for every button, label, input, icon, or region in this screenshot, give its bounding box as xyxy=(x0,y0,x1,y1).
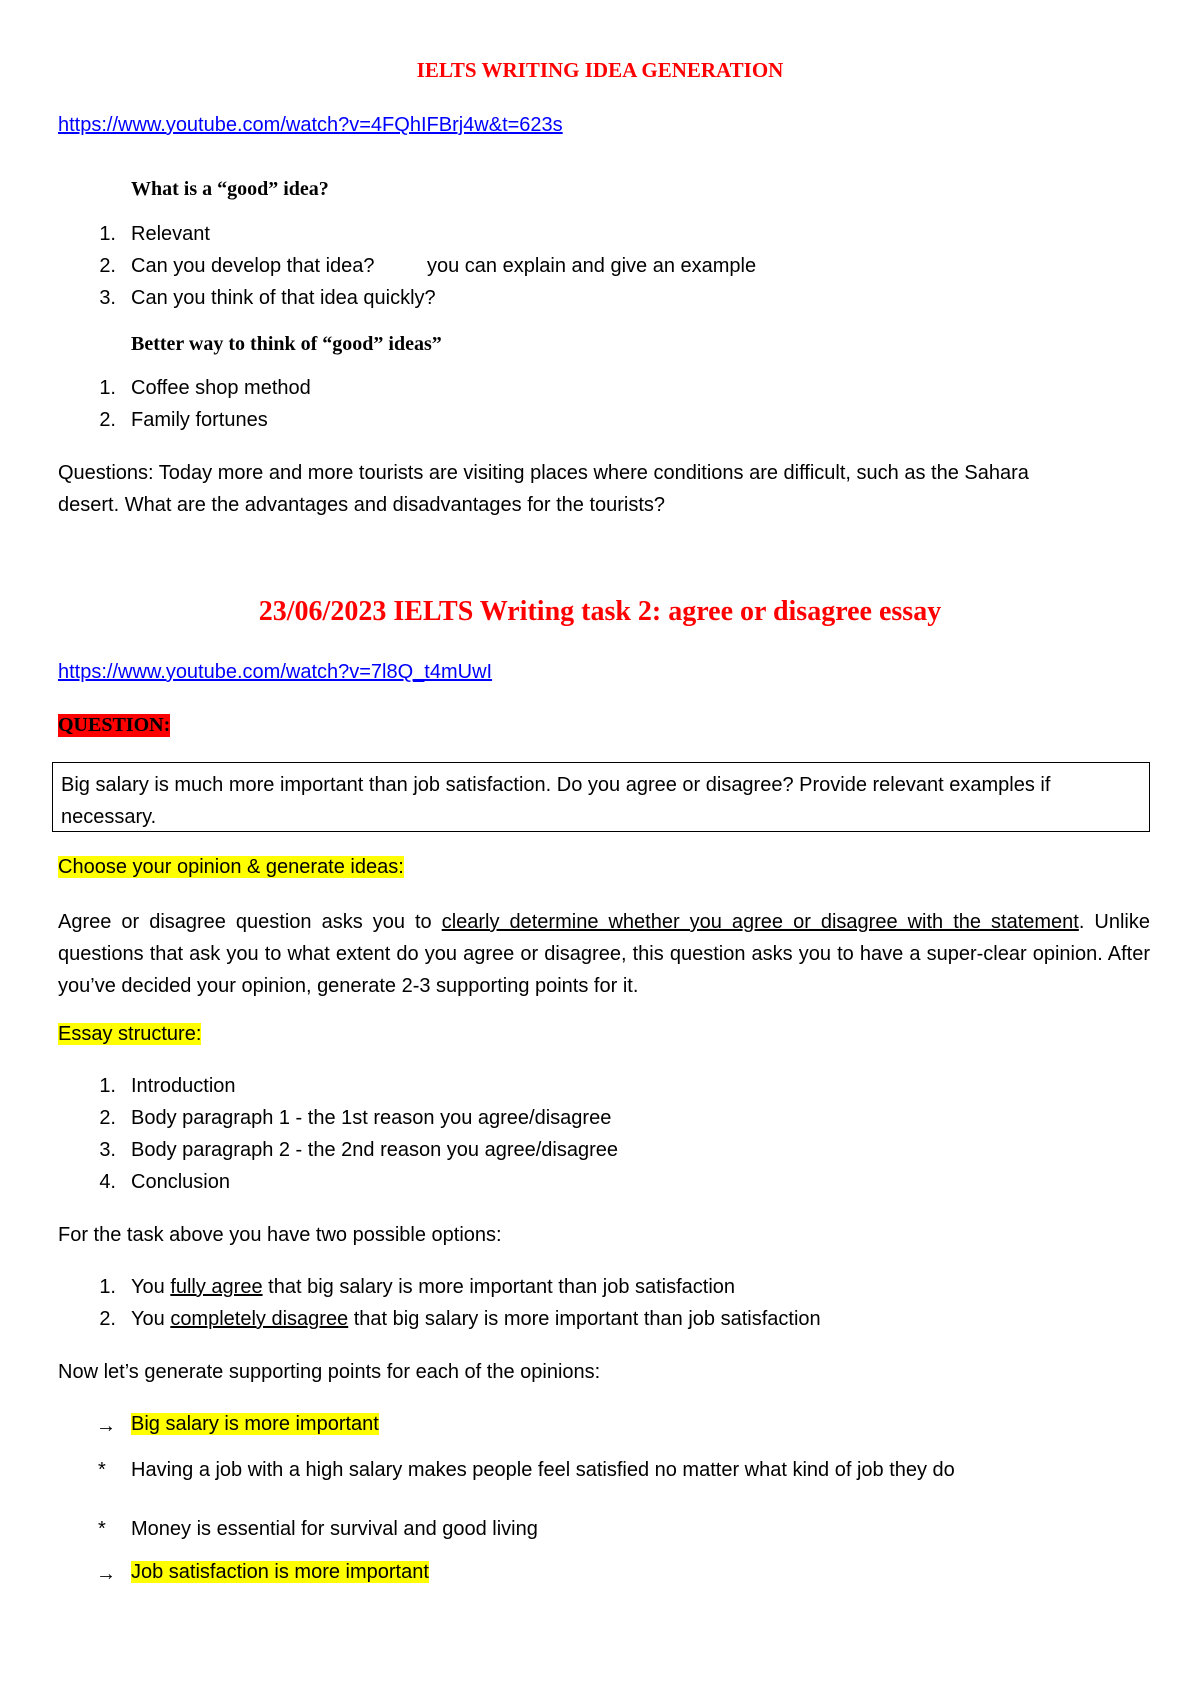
section2-heading: Better way to think of “good” ideas” xyxy=(131,333,442,355)
question-box: Big salary is much more important than job satisfaction. Do you agree or disagree? Provide relevant examples if necessary. xyxy=(52,762,1150,832)
list-number: 3. xyxy=(99,1139,116,1161)
section-title: 23/06/2023 IELTS Writing task 2: agree or disagree essay xyxy=(258,596,942,627)
page-title: IELTS WRITING IDEA GENERATION xyxy=(416,58,784,82)
list-number: 2. xyxy=(99,1107,116,1129)
question-text-line2: desert. What are the advantages and disadvantages for the tourists? xyxy=(58,494,666,516)
list-item: Can you think of that idea quickly? xyxy=(131,287,436,309)
option-item xyxy=(131,1276,735,1299)
opinion-1 xyxy=(131,1413,379,1436)
explanation-paragraph xyxy=(58,906,1150,1002)
arrow-icon: → xyxy=(96,1563,116,1585)
option-post: that big salary is more important than job satisfaction xyxy=(262,1276,736,1298)
list-number: 2. xyxy=(99,255,116,277)
list-item: Relevant xyxy=(131,223,210,245)
list-item: Body paragraph 2 - the 2nd reason you agree/disagree xyxy=(131,1139,619,1161)
choose-label-text: Choose your opinion & generate ideas: xyxy=(58,856,404,878)
list-number: 2. xyxy=(99,409,116,431)
section1-heading: What is a “good” idea? xyxy=(131,178,329,200)
youtube-link-2[interactable]: https://www.youtube.com/watch?v=7l8Q_t4mUwI xyxy=(58,661,493,683)
essay-structure-text: Essay structure: xyxy=(58,1023,202,1045)
question-label: QUESTION: xyxy=(58,714,171,736)
list-number: 1. xyxy=(99,1276,116,1298)
list-number: 4. xyxy=(99,1171,116,1193)
list-number: 1. xyxy=(99,223,116,245)
paragraph-text-after: . Unlike questions that ask you to what extent do you agree or disagree, this question asks you to have a super-clear opinion. After you’ve decided your opinion, generate 2-3 supporting points for it. xyxy=(58,911,1150,997)
list-item: Conclusion xyxy=(131,1171,230,1193)
opinion-2 xyxy=(131,1561,429,1584)
supporting-point-2: Money is essential for survival and good living xyxy=(131,1518,538,1540)
list-item: Introduction xyxy=(131,1075,236,1097)
star-icon: * xyxy=(98,1459,106,1481)
supporting-point-1: Having a job with a high salary makes people feel satisfied no matter what kind of job they do xyxy=(131,1459,955,1481)
option-pre: You xyxy=(131,1308,171,1330)
opinion-2-text: Job satisfaction is more important xyxy=(131,1561,429,1583)
option-item xyxy=(131,1308,821,1331)
paragraph-text-before: Agree or disagree question asks you to xyxy=(58,911,442,933)
option-underlined: completely disagree xyxy=(170,1308,349,1330)
star-icon: * xyxy=(98,1518,106,1540)
list-item: Body paragraph 1 - the 1st reason you agree/disagree xyxy=(131,1107,612,1129)
list-number: 2. xyxy=(99,1308,116,1330)
question-text-line1: Questions: Today more and more tourists are visiting places where conditions are difficult, such as the Sahara xyxy=(58,462,1029,484)
arrow-icon: → xyxy=(96,1415,116,1437)
list-number: 3. xyxy=(99,287,116,309)
choose-label xyxy=(58,856,404,879)
list-item: Family fortunes xyxy=(131,409,268,431)
list-number: 1. xyxy=(99,377,116,399)
list-item: Can you develop that idea? xyxy=(131,255,375,277)
option-underlined: fully agree xyxy=(170,1276,263,1298)
list-number: 1. xyxy=(99,1075,116,1097)
paragraph-underlined: clearly determine whether you agree or disagree with the statement xyxy=(441,911,1079,933)
list-item: Coffee shop method xyxy=(131,377,311,399)
opinion-1-text: Big salary is more important xyxy=(131,1413,379,1435)
list-item-extra: you can explain and give an example xyxy=(427,255,757,277)
essay-structure-label xyxy=(58,1023,201,1046)
option-pre: You xyxy=(131,1276,171,1298)
options-intro: For the task above you have two possible options: xyxy=(58,1224,502,1246)
youtube-link-1[interactable]: https://www.youtube.com/watch?v=4FQhIFBrj4w&t=623s xyxy=(58,114,563,136)
option-post: that big salary is more important than job satisfaction xyxy=(348,1308,821,1330)
generate-intro: Now let’s generate supporting points for each of the opinions: xyxy=(58,1361,601,1383)
